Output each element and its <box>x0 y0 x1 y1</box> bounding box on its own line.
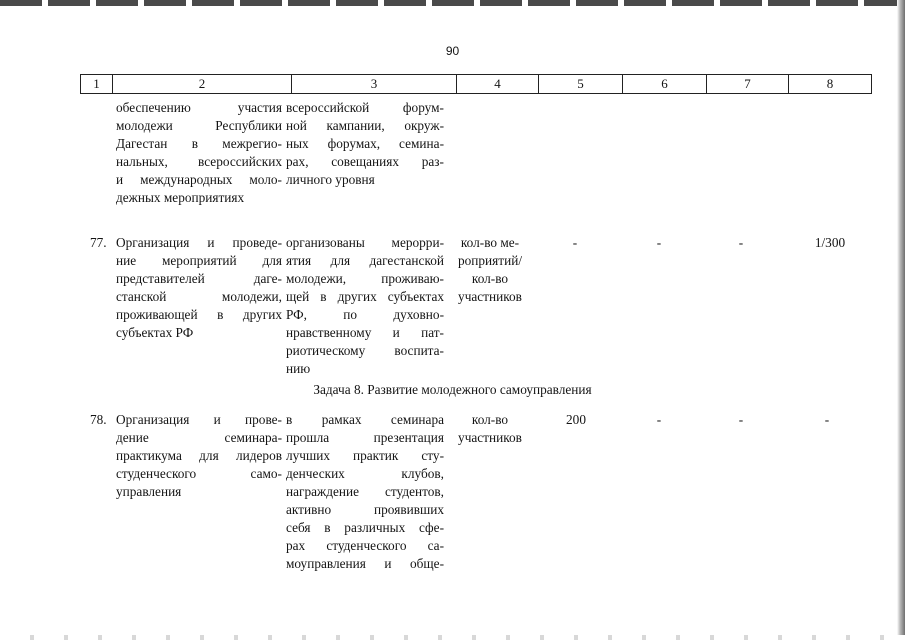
text-line: риотическому воспита- <box>286 343 444 358</box>
text-line: представителей даге- <box>116 271 282 286</box>
text-line: кол-во <box>471 412 509 427</box>
row-77-result <box>286 234 444 378</box>
text-line: нию <box>286 361 311 376</box>
row-78-indicator <box>448 411 532 447</box>
text-line: роприятий/ <box>457 253 523 268</box>
header-col-6: 6 <box>622 75 706 93</box>
text-line: награждение студентов, <box>286 484 444 499</box>
text-line: себя в различных сфе- <box>286 520 444 535</box>
text-line: управления <box>116 484 182 499</box>
text-line: ной кампании, окруж- <box>286 118 444 133</box>
text-line: всероссийской форум- <box>286 100 444 115</box>
continuation-result <box>286 99 444 189</box>
text-line: молодежи, проживаю- <box>286 271 444 286</box>
task-heading: Задача 8. Развитие молодежного самоуправления <box>313 382 592 397</box>
row-number-78: 78. <box>90 412 107 427</box>
header-col-3: 3 <box>291 75 456 93</box>
text-line: ятия для дагестанской <box>286 253 444 268</box>
row-77-col8: 1/300 <box>814 235 846 250</box>
text-line: ние мероприятий для <box>116 253 282 268</box>
text-line: щей в других субъектах <box>286 289 444 304</box>
text-line: участников <box>458 289 522 304</box>
row-77-indicator <box>448 234 532 306</box>
text-line: организованы мероpри- <box>286 235 444 250</box>
column-number-header <box>80 74 872 94</box>
text-line: нравственному и пат- <box>286 325 444 340</box>
row-77-col6: - <box>656 235 662 250</box>
scan-edge-right <box>897 0 905 640</box>
header-col-2: 2 <box>112 75 291 93</box>
row-78-event <box>116 411 282 501</box>
header-col-5: 5 <box>538 75 622 93</box>
text-line: и международных моло- <box>116 172 282 187</box>
text-line: станской молодежи, <box>116 289 282 304</box>
text-line: моуправления и обще- <box>286 556 444 571</box>
text-line: рах, совещаниях раз- <box>286 154 444 169</box>
header-col-8: 8 <box>788 75 872 93</box>
text-line: РФ, по духовно- <box>286 307 444 322</box>
text-line: денческих клубов, <box>286 466 444 481</box>
text-line: молодежи Республики <box>116 118 282 133</box>
text-line: дение семинара- <box>116 430 282 445</box>
text-line: в рамках семинара <box>286 412 444 427</box>
text-line: кол-во ме- <box>460 235 520 250</box>
text-line: рах студенческого са- <box>286 538 444 553</box>
text-line: субъектах РФ <box>116 325 194 340</box>
row-77-col7: - <box>738 235 744 250</box>
header-col-4: 4 <box>456 75 538 93</box>
row-number-77: 77. <box>90 235 107 250</box>
continuation-description <box>116 99 282 207</box>
text-line: лучших практик сту- <box>286 448 444 463</box>
text-line: Организация и проведе- <box>116 235 282 250</box>
text-line: активно проявивших <box>286 502 444 517</box>
text-line: обеспечению участия <box>116 100 282 115</box>
text-line: практикума для лидеров <box>116 448 282 463</box>
row-77-col5: - <box>572 235 578 250</box>
row-78-col8: - <box>824 412 830 427</box>
header-col-1: 1 <box>80 75 112 93</box>
text-line: кол-во <box>471 271 509 286</box>
text-line: прошла презентация <box>286 430 444 445</box>
header-col-7: 7 <box>706 75 788 93</box>
row-77-event <box>116 234 282 342</box>
text-line: Организация и прове- <box>116 412 282 427</box>
scan-edge-bottom <box>0 635 905 640</box>
text-line: дежных мероприятиях <box>116 190 245 205</box>
text-line: ных форумах, семина- <box>286 136 444 151</box>
text-line: студенческого само- <box>116 466 282 481</box>
scan-edge-top <box>0 0 905 6</box>
row-78-col5: 200 <box>566 412 586 427</box>
row-78-col7: - <box>738 412 744 427</box>
text-line: личного уровня <box>286 172 375 187</box>
text-line: участников <box>458 430 522 445</box>
page-number: 90 <box>445 44 460 58</box>
row-78-result <box>286 411 444 573</box>
row-78-col6: - <box>656 412 662 427</box>
text-line: Дагестан в межрегио- <box>116 136 282 151</box>
text-line: проживающей в других <box>116 307 282 322</box>
text-line: нальных, всероссийских <box>116 154 282 169</box>
